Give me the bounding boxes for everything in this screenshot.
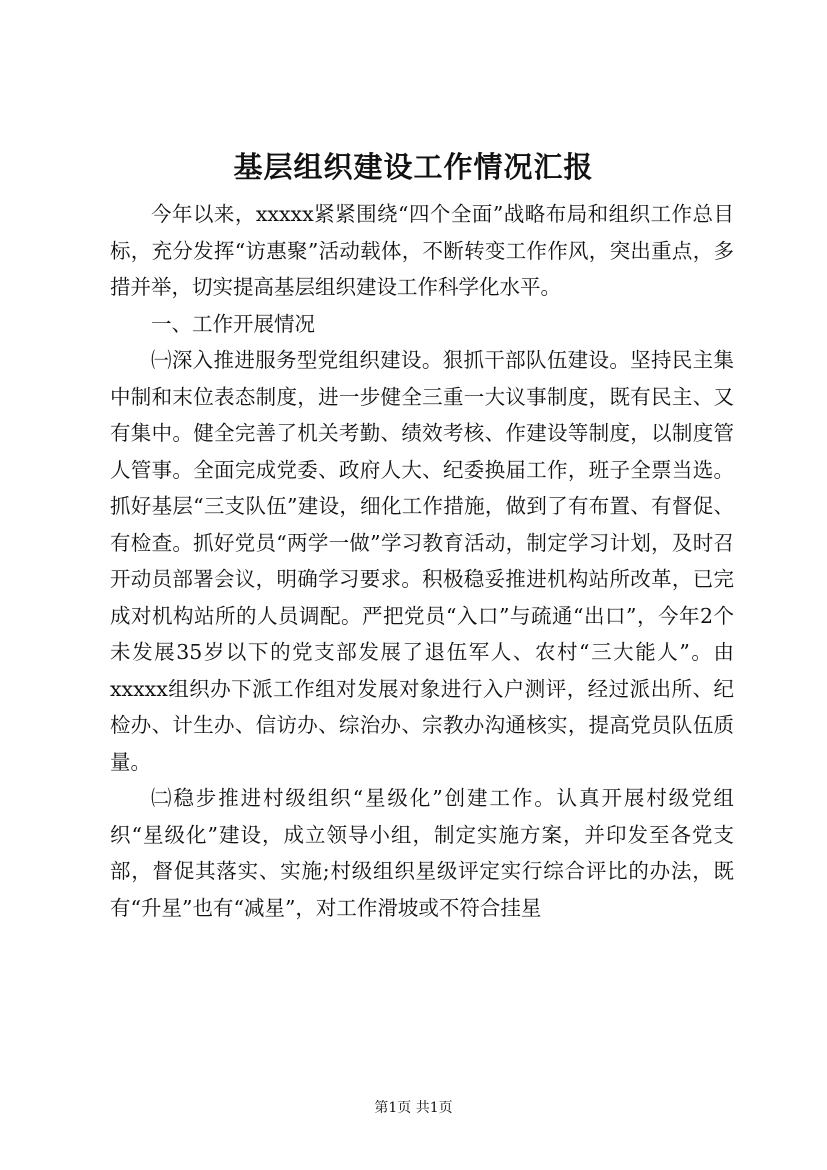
document-body <box>110 196 734 926</box>
body-paragraph: ㈡稳步推进村级组织“星级化”创建工作。认真开展村级党组织“星级化”建设，成立领导小组，制定实施方案，并印发至各党支部，督促其落实、实施;村级组织星级评定实行综合评比的办法，既有“升星”也有“减星”，对工作滑坡或不符合挂星 <box>110 786 734 920</box>
document-title: 基层组织建设工作情况汇报 <box>233 150 594 184</box>
body-paragraph: ㈠深入推进服务型党组织建设。狠抓干部队伍建设。坚持民主集中制和末位表态制度，进一步健全三重一大议事制度，既有民主、又有集中。健全完善了机关考勤、绩效考核、作建设等制度，以制度管人管事。全面完成党委、政府人大、纪委换届工作，班子全票当选。抓好基层“三支队伍”建设，细化工作措施，做到了有布置、有督促、有检查。抓好党员“两学一做”学习教育活动，制定学习计划，及时召开动员部署会议，明确学习要求。积极稳妥推进机构站所改革，已完成对机构站所的人员调配。严把党员“入口”与疏通“出口”，今年2个未发展35岁以下的党支部发展了退伍军人、农村“三大能人”。由xxxxx组织办下派工作组对发展对象进行入户测评，经过派出所、纪检办、计生办、信访办、综治办、宗教办沟通核实，提高党员队伍质量。 <box>110 348 734 774</box>
section-heading: 一、工作开展情况 <box>151 311 315 336</box>
intro-paragraph: 今年以来，xxxxx紧紧围绕“四个全面”战略布局和组织工作总目标，充分发挥“访惠聚”活动载体，不断转变工作作风，突出重点，多措并举，切实提高基层组织建设工作科学化水平。 <box>110 202 734 299</box>
page-number: 第1页 共1页 <box>374 1100 453 1116</box>
